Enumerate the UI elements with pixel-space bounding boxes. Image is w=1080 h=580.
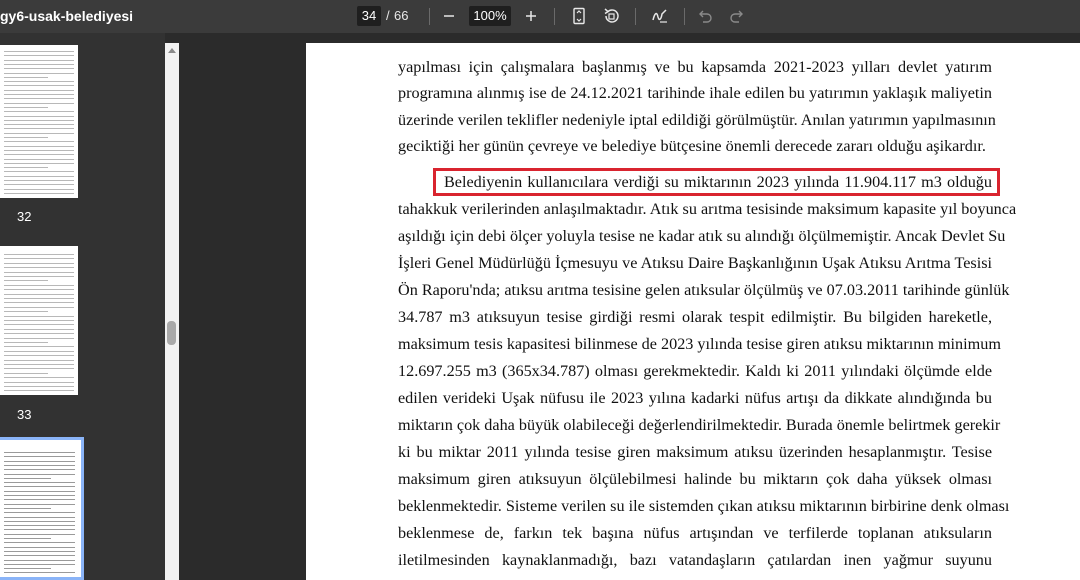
document-text-line: 12.697.255 m3 (365x34.787) olması gerekmektedir. Kaldı ki 2011 yılındaki ölçümde elde <box>398 362 992 380</box>
document-text-line: iletilmesinden kaynaklanmadığı, bazı vatandaşların çatılardan inen yağmur suyunu <box>398 551 992 569</box>
thumbnail-text-line <box>4 77 48 78</box>
thumbnail-text-line <box>4 263 74 264</box>
thumbnail-text-line <box>4 382 74 383</box>
redo-button[interactable] <box>726 5 748 27</box>
thumbnail-text-line <box>4 258 74 259</box>
thumbnail-text-line <box>4 360 74 361</box>
thumbnail-text-line <box>4 90 74 91</box>
thumbnail-text-line <box>4 55 74 56</box>
thumbnail-text-line <box>4 465 75 466</box>
thumbnail-text-line <box>4 564 75 565</box>
document-text-line: Belediyenin kullanıcılara verdiği su miktarının 2023 yılında 11.904.117 m3 olduğu <box>444 173 992 191</box>
thumbnail-text-line <box>4 547 75 548</box>
thumbnail-text-line <box>4 316 74 317</box>
thumbnail-text-line <box>4 377 74 378</box>
thumbnail-text-line <box>4 386 74 387</box>
thumbnail-text-line <box>4 478 51 479</box>
thumbnail-text-line <box>4 184 74 185</box>
thumbnail-text-line <box>4 542 75 543</box>
toolbar-divider <box>554 8 555 25</box>
toolbar <box>0 0 1080 33</box>
document-text-line: üzerinde verilen teklifler nedeniyle iptal edildiği görülmüştür. Anılan yatırımın yapılmasının <box>398 111 996 129</box>
thumbnail-label: 33 <box>17 407 32 422</box>
thumbnail-text-line <box>4 146 74 147</box>
thumbnail-text-line <box>4 124 74 125</box>
thumbnail-text-line <box>4 73 74 74</box>
total-pages: 66 <box>394 8 409 23</box>
thumbnail-text-line <box>4 111 74 112</box>
thumbnail-text-line <box>4 267 74 268</box>
thumbnail-text-line <box>4 568 51 569</box>
arrow-up-icon <box>168 47 176 53</box>
thumbnail-text-line <box>4 154 74 155</box>
thumbnail-text-line <box>4 294 74 295</box>
thumbnail-text-line <box>4 538 51 539</box>
thumbnail-text-line <box>4 452 75 453</box>
zoom-in-button[interactable] <box>520 5 542 27</box>
document-text-line: yapılması için çalışmalara başlanmış ve bu kapsamda 2021-2023 yılları devlet yatırım <box>398 58 992 76</box>
zoom-input[interactable]: 100% <box>469 6 511 26</box>
thumbnail-text-line <box>4 137 48 138</box>
thumbnail-text-line <box>4 517 75 518</box>
thumbnail-text-line <box>4 141 74 142</box>
thumbnail-text-line <box>4 98 74 99</box>
thumbnail-text-line <box>4 120 74 121</box>
zoom-out-button[interactable] <box>438 5 460 27</box>
toolbar-divider <box>684 8 685 25</box>
thumbnail-text-line <box>4 103 74 104</box>
thumbnail-text-line <box>4 167 48 168</box>
thumbnail-text-line <box>4 320 74 321</box>
sidebar-scrollbar[interactable] <box>165 43 179 580</box>
thumbnail-text-line <box>4 311 48 312</box>
page-number-input[interactable]: 34 <box>357 6 381 26</box>
redo-icon <box>729 9 745 23</box>
thumbnail-text-line <box>4 133 74 134</box>
thumbnail-text-line <box>4 534 75 535</box>
thumbnail-text-line <box>4 551 75 552</box>
thumbnail-text-line <box>4 508 51 509</box>
thumbnail-text-line <box>4 81 74 82</box>
thumbnail-text-line <box>4 504 75 505</box>
draw-button[interactable] <box>649 5 671 27</box>
thumbnail-text-line <box>4 338 74 339</box>
toolbar-divider <box>429 8 430 25</box>
thumbnail-text-line <box>4 329 74 330</box>
thumbnail-label: 32 <box>17 209 32 224</box>
thumbnail-text-line <box>4 351 74 352</box>
plus-icon <box>524 9 538 23</box>
thumbnail-text-line <box>4 342 48 343</box>
page-thumbnail-34-selected[interactable] <box>0 437 84 580</box>
thumbnail-text-line <box>4 560 75 561</box>
rotate-icon <box>602 7 620 25</box>
thumbnail-text-line <box>4 280 48 281</box>
document-text-line: Ön Raporu'nda; atıksu arıtma tesisine gelen atıksular ölçülmüş ve 07.03.2011 tarihinde günlük <box>398 281 1010 299</box>
thumbnail-text-line <box>4 254 74 255</box>
thumbnail-text-line <box>4 461 75 462</box>
document-text-line: maksimum giren atıksuyun ölçülebilmesi halinde bu miktarın çok daha yüksek olması <box>398 470 992 488</box>
thumbnail-text-line <box>4 474 75 475</box>
toolbar-divider <box>635 8 636 25</box>
document-text-line: miktarın çok daha büyük olabileceği değerlendirilmektedir. Burada önemle belirtmek gerekir <box>398 416 1001 434</box>
scroll-up-button[interactable] <box>165 43 179 57</box>
undo-icon <box>697 9 713 23</box>
document-text-line: edilen verideki Uşak nüfusu ile 2023 yılına kadarki nüfus artışı da dikkate alındığında bu <box>398 389 992 407</box>
rotate-button[interactable] <box>600 5 622 27</box>
thumbnail-text-line <box>4 390 74 391</box>
document-title: gy6-usak-belediyesi <box>0 8 134 24</box>
thumbnail-text-line <box>4 285 74 286</box>
page-thumbnail-33[interactable] <box>0 246 78 395</box>
scrollbar-thumb[interactable] <box>167 321 176 345</box>
document-text-line: beklenmektedir. Sisteme verilen su ile sistemden çıkan atıksu miktarının birbirine denk olması <box>398 497 1010 515</box>
thumbnail-text-line <box>4 469 75 470</box>
document-text-line: 34.787 m3 atıksuyun tesise girdiği resmi olarak tespit edilmiştir. Bu bilgiden hareketle, <box>398 308 992 326</box>
thumbnail-text-line <box>4 482 75 483</box>
thumbnail-text-line <box>4 94 74 95</box>
document-page <box>306 43 1080 580</box>
thumbnail-text-line <box>4 346 74 347</box>
thumbnail-text-line <box>4 355 74 356</box>
thumbnail-sidebar <box>0 33 165 580</box>
thumbnail-text-line <box>4 289 74 290</box>
document-text-line: tahakkuk verilerinden anlaşılmaktadır. Atık su arıtma tesisinde maksimum kapasite yıl boyunca <box>398 200 1017 218</box>
thumbnail-text-line <box>4 180 74 181</box>
thumbnail-text-line <box>4 298 74 299</box>
page-separator: / <box>386 8 390 23</box>
thumbnail-text-line <box>4 64 74 65</box>
thumbnail-text-line <box>4 307 74 308</box>
thumbnail-text-line <box>4 577 75 578</box>
minus-icon <box>442 9 456 23</box>
thumbnail-text-line <box>4 193 74 194</box>
thumbnail-text-line <box>4 107 48 108</box>
document-text-line: programına alınmış ise de 24.12.2021 tarihinde ihale edilen bu yatırımın yaklaşık maliyetin <box>398 84 992 102</box>
draw-icon <box>651 8 669 24</box>
thumbnail-text-line <box>4 486 75 487</box>
thumbnail-text-line <box>4 116 74 117</box>
page-thumbnail-32[interactable] <box>0 45 78 198</box>
thumbnail-text-line <box>4 368 74 369</box>
document-text-line: İşleri Genel Müdürlüğü İçmesuyu ve Atıksu Daire Başkanlığının Uşak Atıksu Arıtma Tesisi <box>398 254 992 272</box>
thumbnail-text-line <box>4 159 74 160</box>
thumbnail-text-line <box>4 128 74 129</box>
undo-button[interactable] <box>694 5 716 27</box>
thumbnail-text-line <box>4 521 75 522</box>
document-text-line: ki bu miktar 2011 yılında tesise giren maksimum atıksu üzerinden hesaplanmıştır. Tesise <box>398 443 992 461</box>
document-text-line: maksimum tesis kapasitesi bilinmese de 2023 yılında tesise giren atıksu miktarının minimum <box>398 335 1001 353</box>
document-text-line: aşıldığı için debi ölçer yoluyla tesise ne kadar atık su alındığı ölçülmemiştir. Ancak Devlet Su <box>398 227 1006 245</box>
thumbnail-text-line <box>4 85 74 86</box>
thumbnail-text-line <box>4 150 74 151</box>
document-text-line: beklenmese de, farkın tek başına nüfus artışından ve terfilerde toplanan atıksuların <box>398 524 992 542</box>
viewer-gutter <box>179 43 306 580</box>
thumbnail-text-line <box>4 333 74 334</box>
thumbnail-text-line <box>4 512 75 513</box>
thumbnail-text-line <box>4 171 74 172</box>
thumbnail-text-line <box>4 525 75 526</box>
fit-page-button[interactable] <box>568 5 590 27</box>
thumbnail-text-line <box>4 189 74 190</box>
thumbnail-text-line <box>4 373 48 374</box>
fit-page-icon <box>571 7 587 25</box>
thumbnail-text-line <box>4 176 74 177</box>
document-text-line: geciktiği her günün çevreye ve belediye bütçesine önemli derecede zararı olduğu aşikardır. <box>398 137 986 155</box>
thumbnail-text-line <box>4 495 75 496</box>
thumbnail-text-line <box>4 529 75 530</box>
thumbnail-text-line <box>4 324 74 325</box>
thumbnail-text-line <box>4 364 74 365</box>
thumbnail-text-line <box>4 163 74 164</box>
thumbnail-text-line <box>4 68 74 69</box>
thumbnail-text-line <box>4 572 75 573</box>
thumbnail-text-line <box>4 60 74 61</box>
thumbnail-text-line <box>4 555 75 556</box>
thumbnail-text-line <box>4 276 74 277</box>
thumbnail-text-line <box>4 456 75 457</box>
thumbnail-text-line <box>4 272 74 273</box>
thumbnail-text-line <box>4 51 74 52</box>
thumbnail-text-line <box>4 302 74 303</box>
thumbnail-text-line <box>4 491 75 492</box>
thumbnail-text-line <box>4 499 75 500</box>
